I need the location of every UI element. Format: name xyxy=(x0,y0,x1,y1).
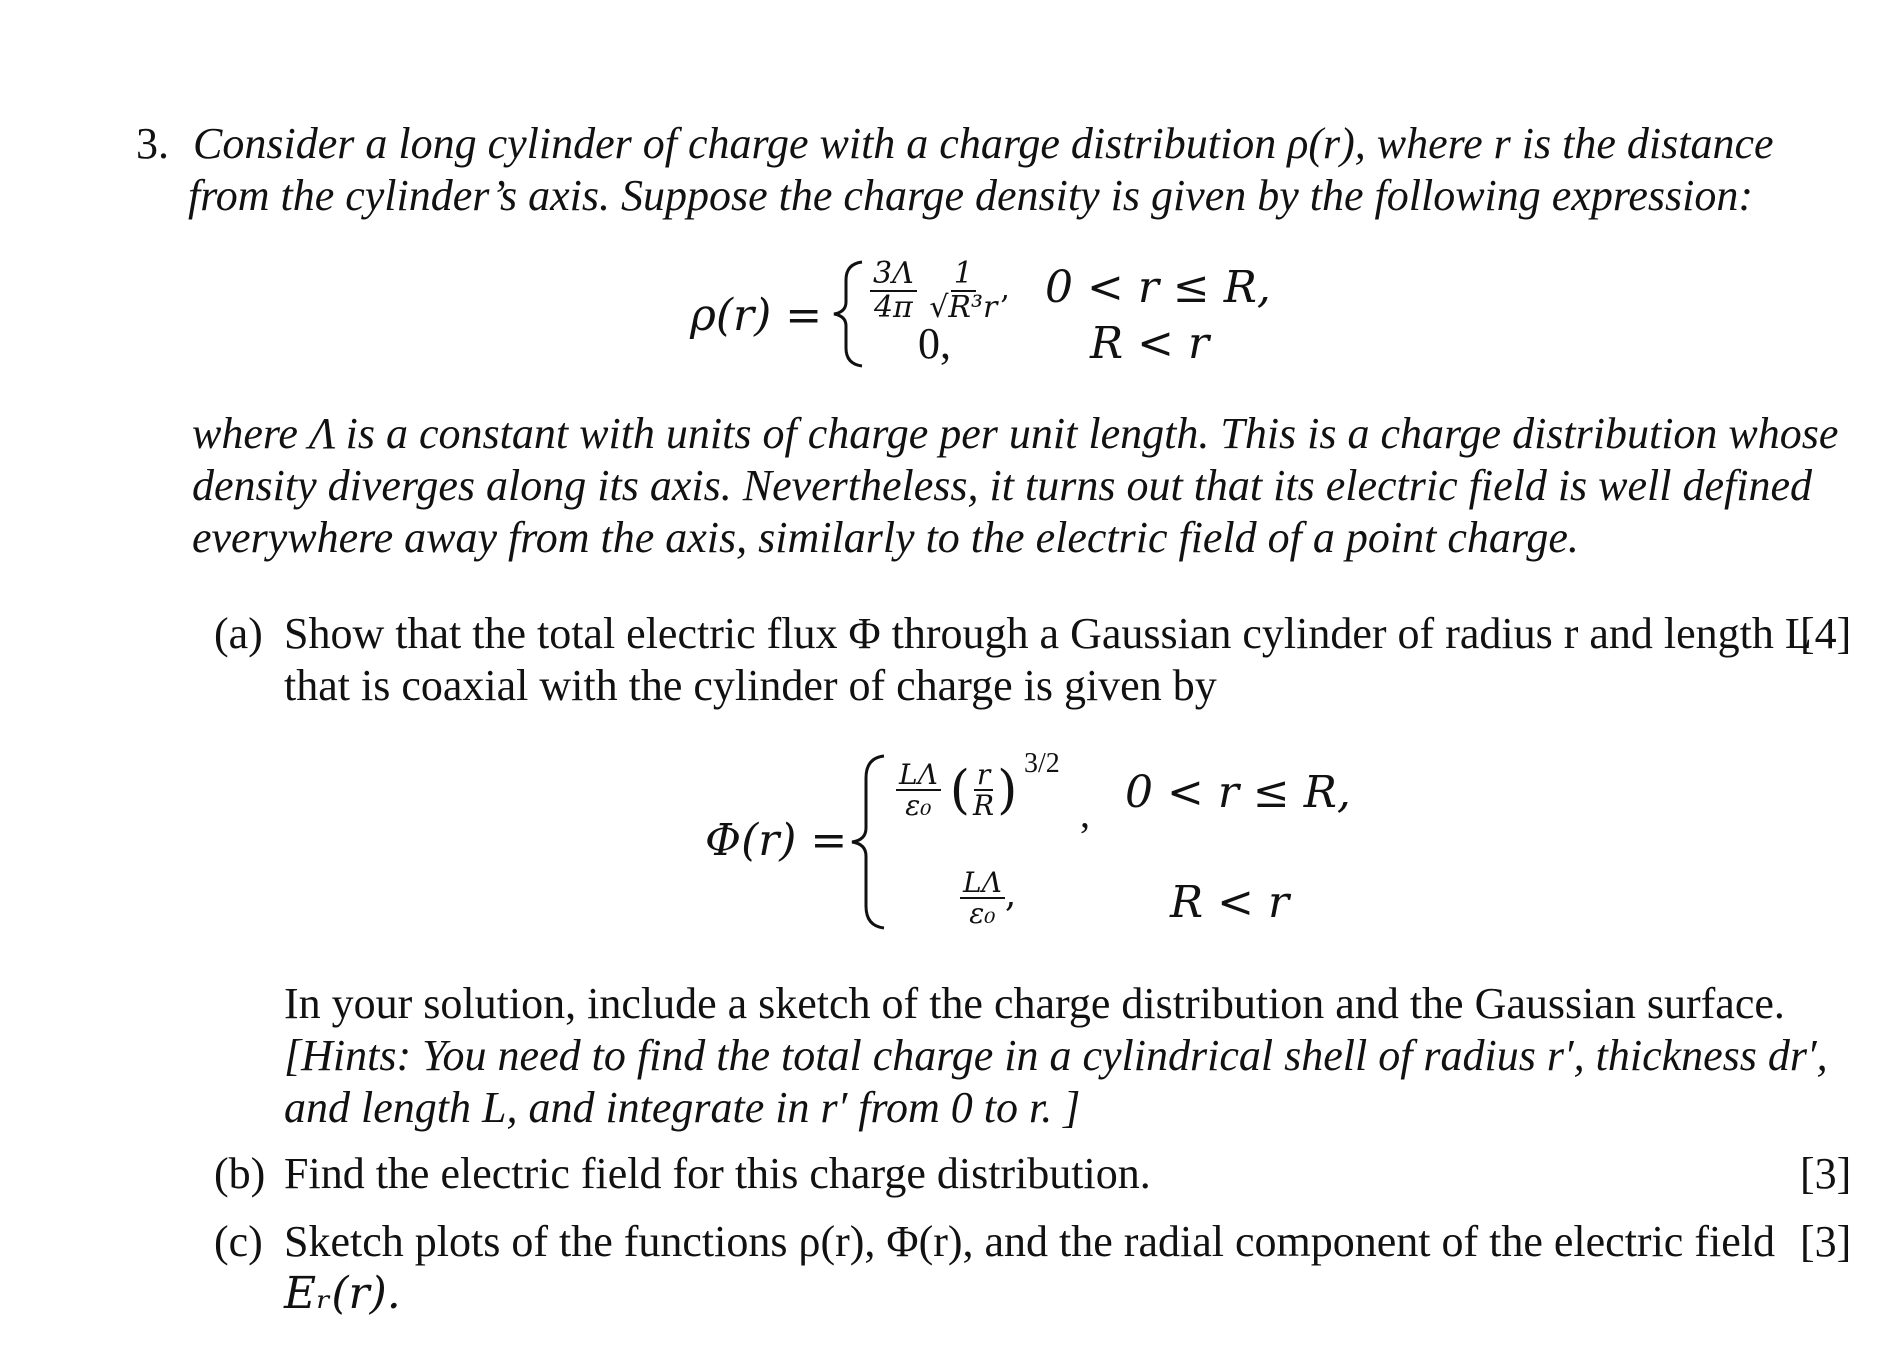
phi-case2-expr: $\frac{L\Lambda}{\text{ε₀}}$ , xyxy=(960,868,1016,929)
phi-brace xyxy=(846,752,890,932)
part-a-label: (a) xyxy=(214,609,263,658)
phi-case2-cond: R < r xyxy=(1170,877,1290,928)
rho-lhs: ρ(r) = xyxy=(690,290,823,341)
phi-case2-num: LΛ xyxy=(960,868,1005,899)
phi-case1-inner-num: r xyxy=(974,760,993,791)
intro-line-1: Consider a long cylinder of charge with a charge distribution ρ(r), where r is the distance xyxy=(193,119,1774,168)
phi-case1-comma: , xyxy=(1080,791,1090,836)
where-line-1: where Λ is a constant with units of charge per unit length. This is a charge distribution whose xyxy=(192,409,1839,458)
intro-line-2: from the cylinder’s axis. Suppose the charge density is given by the following expression: xyxy=(188,171,1753,220)
rho-case1-den-b: √R³r xyxy=(929,289,998,325)
phi-case1-inner-den: R xyxy=(973,789,995,823)
phi-case1-num: LΛ xyxy=(896,760,941,791)
rho-case1-expr: $\frac{3\Lambda}{4\pi}$ $\frac{1}{\text{√R³r}}$ , xyxy=(870,258,1010,323)
part-a-marks: [4] xyxy=(1800,609,1852,658)
rho-case1-num-b: 1 xyxy=(951,258,976,292)
part-b-text: Find the electric field for this charge distribution. xyxy=(284,1149,1151,1198)
rho-case1-num-a: 3Λ xyxy=(870,258,917,292)
part-c-line-1: Sketch plots of the functions ρ(r), Φ(r), and the radial component of the electric field xyxy=(284,1217,1775,1266)
hint-line-1: [Hints: You need to find the total charge in a cylindrical shell of radius r′, thickness dr′, xyxy=(284,1031,1828,1080)
rho-case1-den-a: 4π xyxy=(873,289,913,325)
problem-number: 3. xyxy=(136,119,169,168)
phi-case1-expr: $\frac{L\Lambda}{\text{ε₀}}$ ( $\frac{r}{R}$ ) xyxy=(896,760,1017,821)
where-line-2: density diverges along its axis. Nevertheless, it turns out that its electric field is well defined xyxy=(192,461,1813,510)
hint-line-2: and length L, and integrate in r′ from 0 to r. ] xyxy=(284,1083,1081,1132)
where-line-3: everywhere away from the axis, similarly to the electric field of a point charge. xyxy=(192,513,1579,562)
part-c-line-2: Eᵣ(r). xyxy=(284,1268,401,1319)
part-c-label: (c) xyxy=(214,1217,263,1266)
phi-case1-den: ε₀ xyxy=(905,789,932,823)
phi-case1-cond: 0 < r ≤ R, xyxy=(1125,767,1351,818)
part-a-line-1: Show that the total electric flux Φ through a Gaussian cylinder of radius r and length L xyxy=(284,609,1812,658)
solution-line-1: In your solution, include a sketch of the charge distribution and the Gaussian surface. xyxy=(284,979,1785,1028)
rho-brace xyxy=(828,258,868,368)
part-b-label: (b) xyxy=(214,1149,266,1198)
phi-case2-den: ε₀ xyxy=(969,897,996,931)
phi-lhs: Φ(r) = xyxy=(705,815,848,866)
rho-case2-cond: R < r xyxy=(1090,318,1210,369)
part-b-marks: [3] xyxy=(1800,1149,1852,1198)
phi-case1-exp: 3/2 xyxy=(1024,748,1060,779)
rho-case1-cond: 0 < r ≤ R, xyxy=(1045,262,1271,313)
part-c-marks: [3] xyxy=(1800,1217,1852,1266)
rho-case2-val: 0, xyxy=(918,319,951,368)
part-a-line-2: that is coaxial with the cylinder of charge is given by xyxy=(284,661,1217,710)
